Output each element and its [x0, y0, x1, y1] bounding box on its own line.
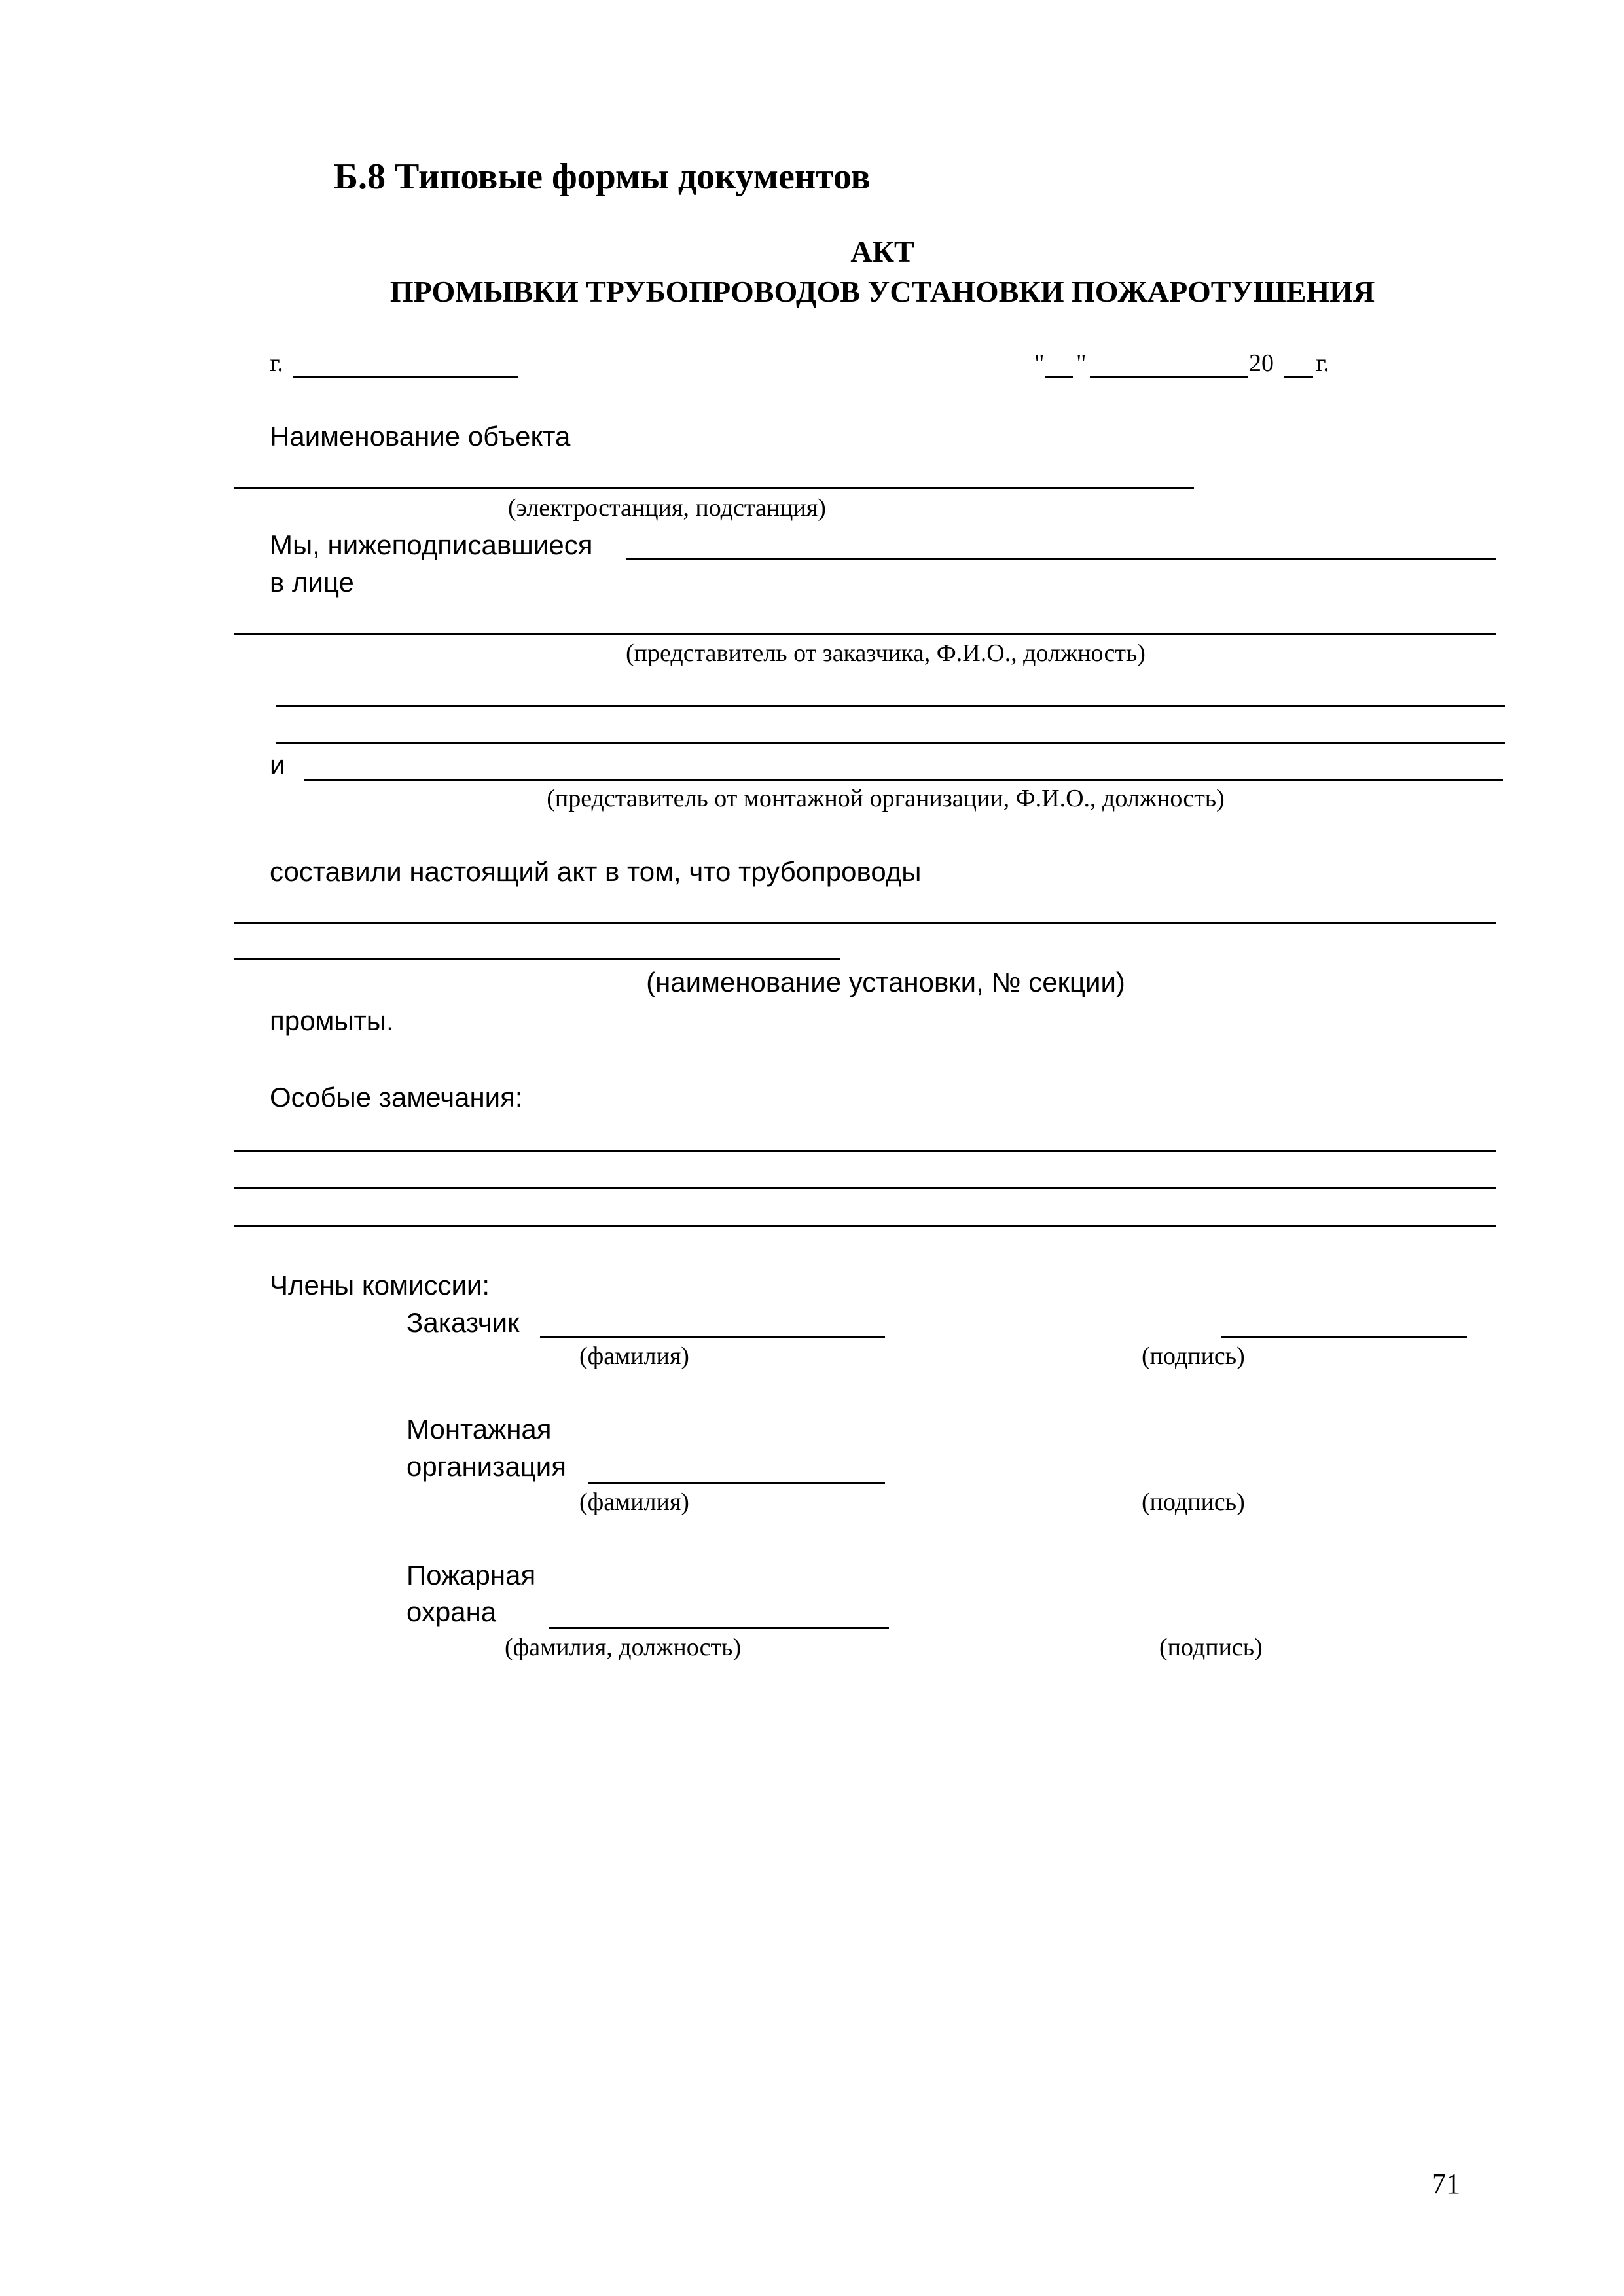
fire-signature-hint: (подпись): [1159, 1634, 1263, 1661]
and-label: и: [270, 749, 285, 780]
section-heading: Б.8 Типовые формы документов: [334, 156, 871, 197]
city-field[interactable]: [293, 376, 518, 378]
date-quote-open: ": [1034, 350, 1045, 377]
object-hint: (электростанция, подстанция): [508, 494, 826, 522]
installer-rep-hint: (представитель от монтажной организации, Ф.И.О., должность): [547, 785, 1225, 812]
fire-label-line1: Пожарная: [406, 1560, 536, 1590]
commission-label: Члены комиссии:: [270, 1270, 490, 1300]
installation-hint: (наименование установки, № секции): [646, 967, 1125, 997]
customer-surname-field[interactable]: [540, 1336, 885, 1338]
customer-surname-hint: (фамилия): [579, 1342, 689, 1370]
city-prefix: г.: [270, 350, 283, 377]
installer-rep-field[interactable]: [304, 779, 1503, 781]
pipelines-field-1[interactable]: [234, 922, 1496, 924]
customer-rep-field-extra-1[interactable]: [276, 705, 1505, 707]
undersigned-label: Мы, нижеподписавшиеся: [270, 529, 593, 560]
page-number: 71: [1432, 2168, 1460, 2200]
installer-surname-field[interactable]: [588, 1482, 885, 1484]
installer-surname-hint: (фамилия): [579, 1488, 689, 1516]
customer-rep-hint: (представитель от заказчика, Ф.И.О., должность): [626, 639, 1146, 667]
year-suffix: г.: [1316, 350, 1329, 377]
undersigned-field[interactable]: [626, 558, 1496, 560]
customer-rep-field[interactable]: [234, 633, 1496, 635]
fire-label-line2: охрана: [406, 1596, 497, 1627]
in-person-label: в лице: [270, 567, 354, 598]
fire-surname-hint: (фамилия, должность): [505, 1634, 742, 1661]
customer-rep-field-extra-2[interactable]: [276, 742, 1505, 744]
fire-surname-field[interactable]: [549, 1627, 889, 1629]
year-prefix: 20: [1249, 350, 1274, 377]
installer-signature-hint: (подпись): [1142, 1488, 1245, 1516]
act-subtitle: ПРОМЫВКИ ТРУБОПРОВОДОВ УСТАНОВКИ ПОЖАРОТУШЕНИЯ: [389, 275, 1375, 308]
remarks-field-3[interactable]: [234, 1225, 1496, 1227]
customer-label: Заказчик: [406, 1307, 520, 1338]
remarks-label: Особые замечания:: [270, 1082, 523, 1113]
drafted-label: составили настоящий акт в том, что трубопроводы: [270, 856, 922, 887]
flushed-label: промыты.: [270, 1005, 394, 1036]
customer-signature-field[interactable]: [1221, 1336, 1467, 1338]
installer-label-line2: организация: [406, 1451, 567, 1482]
date-quote-close: ": [1076, 350, 1087, 377]
year-field[interactable]: [1284, 376, 1313, 378]
installer-label-line1: Монтажная: [406, 1414, 552, 1444]
object-field[interactable]: [234, 487, 1194, 489]
pipelines-field-2[interactable]: [234, 958, 840, 960]
object-label: Наименование объекта: [270, 421, 571, 452]
remarks-field-2[interactable]: [234, 1187, 1496, 1189]
remarks-field-1[interactable]: [234, 1150, 1496, 1152]
month-field[interactable]: [1090, 376, 1248, 378]
act-title: АКТ: [850, 235, 914, 268]
day-field[interactable]: [1045, 376, 1073, 378]
customer-signature-hint: (подпись): [1142, 1342, 1245, 1370]
